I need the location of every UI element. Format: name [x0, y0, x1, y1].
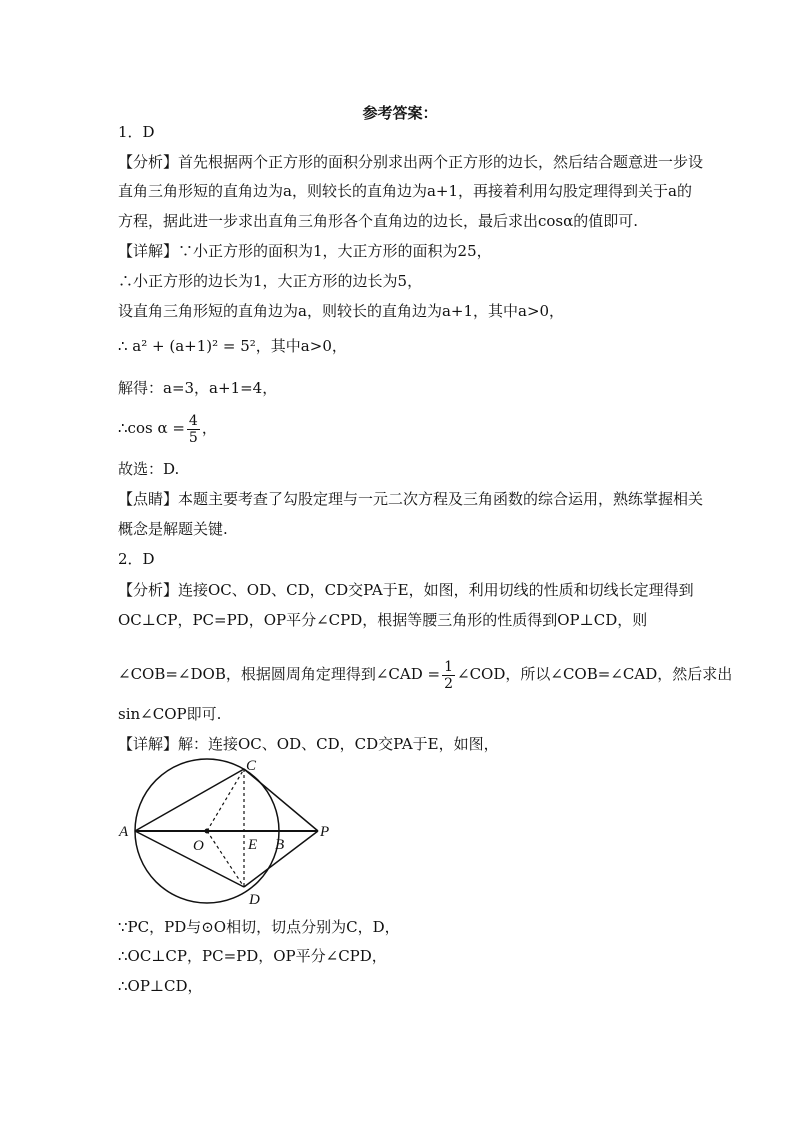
q1-number: 1．D: [118, 123, 155, 141]
segment-od: [207, 831, 244, 887]
q1-detail-line-3: 设直角三角形短的直角边为a，则较长的直角边为a+1，其中a>0，: [118, 302, 565, 320]
label-a: A: [119, 824, 129, 840]
q1-detail-line-7: 故选：D.: [118, 460, 180, 478]
fraction-one-half: [442, 659, 455, 692]
center-point-o: [205, 829, 210, 834]
fraction-denominator: 2: [444, 675, 454, 692]
q2-analysis-line-1: 【分析】连接OC、OD、CD，CD交PA于E，如图，利用切线的性质和切线长定理得到: [118, 581, 694, 599]
q1-comment-line-2: 概念是解题关键.: [118, 520, 228, 538]
label-e: E: [248, 837, 258, 853]
circle-tangent-figure: [115, 755, 345, 910]
label-p: P: [320, 824, 330, 840]
segment-ad: [135, 831, 244, 887]
segment-cp: [244, 769, 318, 831]
q1-comment-line-1: 【点睛】本题主要考查了勾股定理与一元二次方程及三角函数的综合运用，熟练掌握相关: [118, 490, 704, 508]
q1-analysis-line-1: 【分析】首先根据两个正方形的面积分别求出两个正方形的边长，然后结合题意进一步设: [118, 153, 704, 171]
q1-detail-line-5: 解得：a=3，a+1=4，: [118, 379, 278, 397]
q1-detail-line-6: [118, 411, 217, 446]
segment-ac: [135, 769, 244, 831]
label-o: O: [193, 838, 204, 854]
q2-analysis-line-3-a: ∠COB=∠DOB，根据圆周角定理得到∠CAD =: [118, 665, 441, 683]
fraction-numerator: 1: [444, 658, 454, 675]
q2-after-line-2: ∴OC⊥CP，PC=PD，OP平分∠CPD，: [118, 947, 387, 965]
segment-oc: [207, 769, 244, 831]
fraction-four-fifths: [187, 413, 200, 446]
fraction-denominator: 5: [188, 429, 198, 446]
q2-analysis-line-4: sin∠COP即可.: [118, 705, 222, 723]
q2-after-line-1: ∵PC，PD与⊙O相切，切点分别为C，D，: [118, 918, 400, 936]
q2-after-line-3: ∴OP⊥CD，: [118, 977, 203, 995]
label-c: C: [246, 758, 257, 774]
page-title: 参考答案：: [362, 104, 438, 122]
q1-detail-line-2: ∴小正方形的边长为1，大正方形的边长为5，: [118, 272, 423, 290]
cos-expression: ∴cos α =: [118, 419, 185, 437]
fraction-numerator: 4: [188, 412, 198, 429]
label-d: D: [249, 892, 260, 908]
q1-analysis-line-2: 直角三角形短的直角边为a，则较长的直角边为a+1，再接着利用勾股定理得到关于a的: [118, 182, 692, 200]
q1-detail-line-4: ∴ a² + (a+1)² = 5²，其中a>0，: [118, 337, 347, 355]
q2-analysis-line-3: [118, 656, 732, 692]
q1-analysis-line-3: 方程，据此进一步求出直角三角形各个直角边的边长，最后求出cosα的值即可.: [118, 212, 639, 230]
q2-detail-line-1: 【详解】解：连接OC、OD、CD，CD交PA于E，如图，: [118, 735, 499, 753]
q2-analysis-line-2: OC⊥CP，PC=PD，OP平分∠CPD，根据等腰三角形的性质得到OP⊥CD，则: [118, 611, 648, 629]
label-b: B: [275, 837, 285, 853]
line-end-comma: ，: [201, 419, 217, 437]
q1-detail-line-1: 【详解】∵小正方形的面积为1，大正方形的面积为25，: [118, 242, 492, 260]
q2-number: 2．D: [118, 550, 155, 568]
q2-analysis-line-3-b: ∠COD，所以∠COB=∠CAD，然后求出: [457, 665, 733, 683]
